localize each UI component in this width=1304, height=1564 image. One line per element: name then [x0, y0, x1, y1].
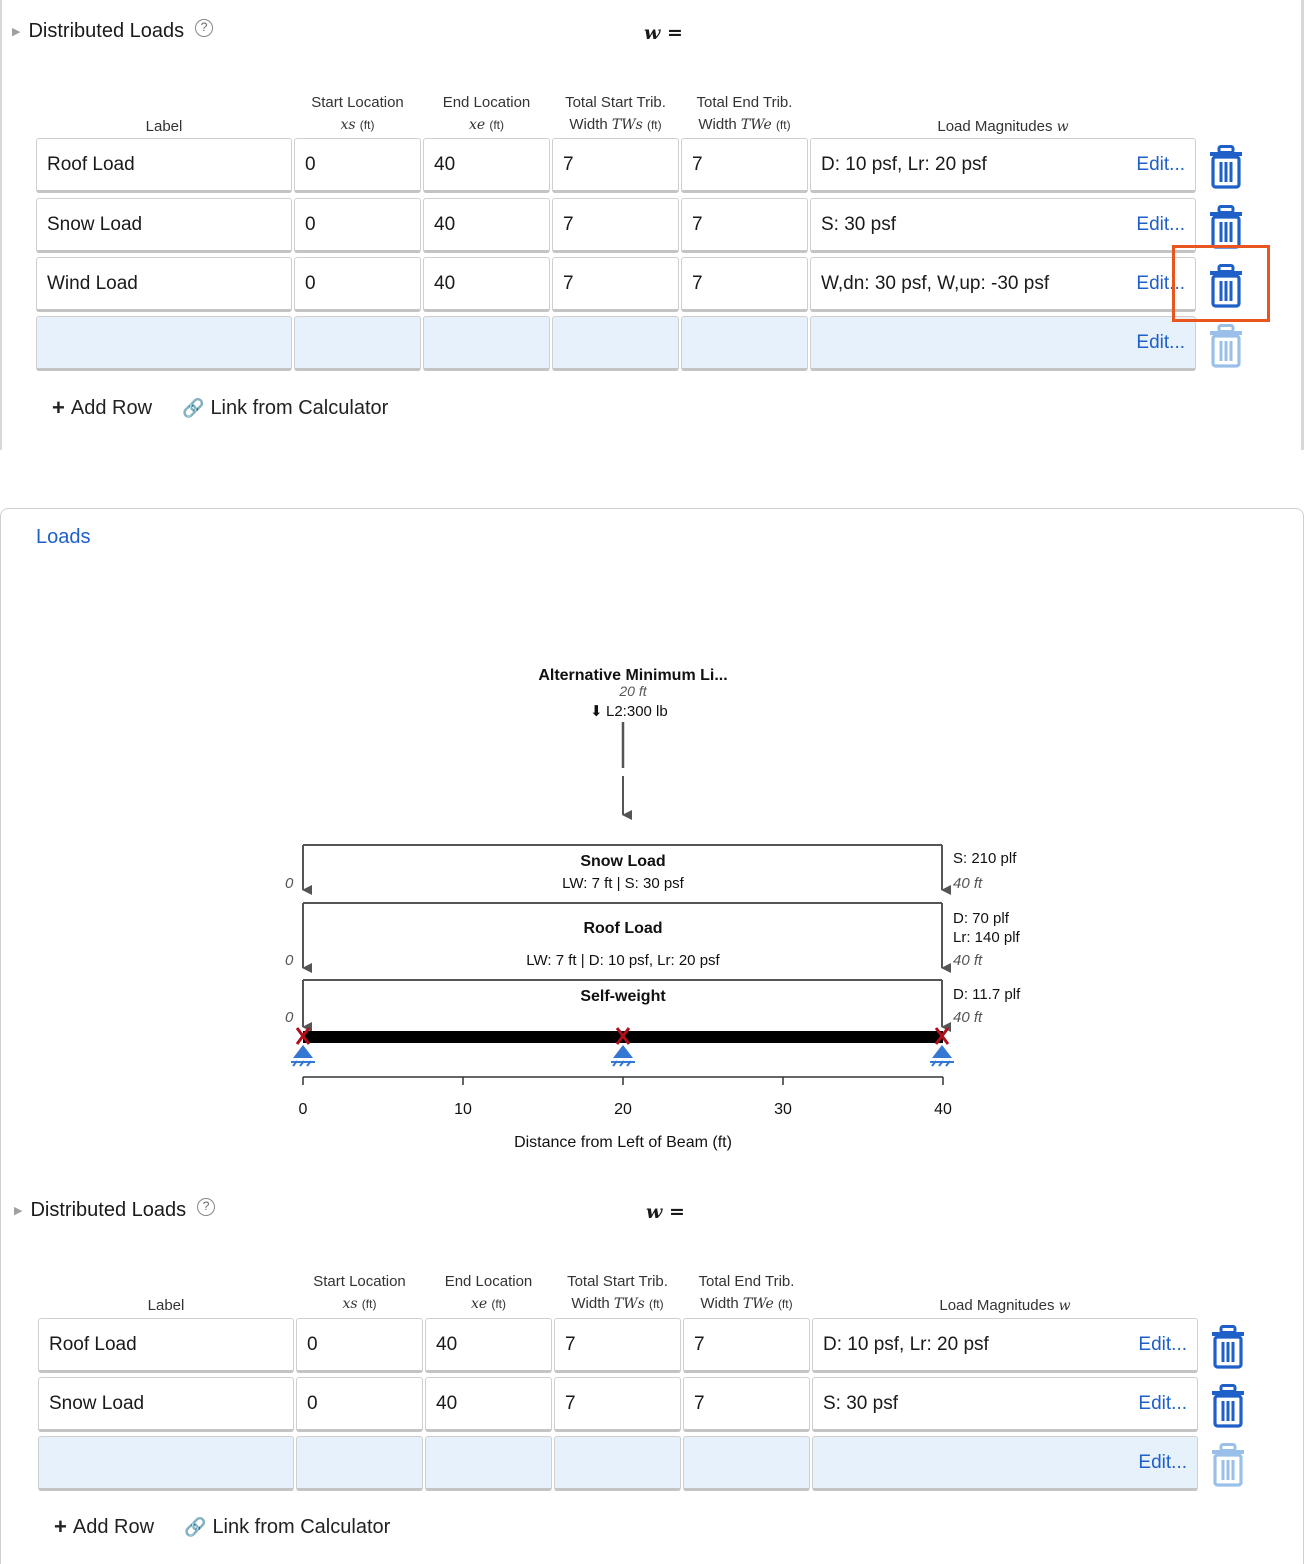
link-icon: 🔗 — [184, 1516, 207, 1537]
svg-text:Lr: 140 plf: Lr: 140 plf — [953, 929, 1020, 946]
load-formula: w = — [644, 22, 683, 44]
start-location-input[interactable]: 0 — [296, 1318, 423, 1373]
edit-link[interactable]: Edit... — [1136, 213, 1185, 235]
col-header-label: Label — [145, 118, 183, 135]
start-location-input[interactable]: 0 — [294, 257, 421, 312]
svg-text:S: 210 plf: S: 210 plf — [953, 850, 1017, 867]
link-from-calculator-button[interactable]: 🔗 Link from Calculator — [182, 396, 389, 419]
axis-tick-label: 10 — [454, 1101, 472, 1118]
svg-text:40 ft: 40 ft — [953, 875, 983, 892]
svg-text:40 ft: 40 ft — [953, 1009, 983, 1026]
magnitudes-cell: S: 30 psf Edit... — [810, 198, 1196, 253]
link-icon: 🔗 — [182, 397, 205, 418]
trash-icon-disabled — [1210, 1443, 1246, 1487]
label-input[interactable]: Snow Load — [38, 1377, 294, 1432]
axis-label: Distance from Left of Beam (ft) — [514, 1134, 732, 1151]
help-icon[interactable]: ? — [197, 1198, 215, 1216]
svg-text:D: 11.7 plf: D: 11.7 plf — [953, 986, 1021, 1003]
help-icon[interactable]: ? — [195, 19, 213, 37]
label-input[interactable]: Roof Load — [36, 138, 292, 193]
svg-text:Self-weight: Self-weight — [580, 988, 666, 1005]
col-header-start-location: Start Location xs (ft) — [313, 1273, 406, 1312]
point-load-title: Alternative Minimum Li... — [538, 667, 728, 684]
end-trib-input[interactable]: 7 — [683, 1377, 810, 1432]
add-row-button[interactable]: + Add Row — [54, 1514, 155, 1539]
axis-ticks — [299, 1077, 952, 1118]
start-trib-input[interactable] — [554, 1436, 681, 1491]
edit-link[interactable]: Edit... — [1136, 153, 1185, 175]
magnitudes-cell: S: 30 psf Edit... — [812, 1377, 1198, 1432]
col-header-magnitudes: Load Magnitudes w — [939, 1297, 1071, 1314]
col-header-start-trib: Total Start Trib. Width TWs (ft) — [565, 94, 666, 133]
point-load-value: L2:300 lb — [606, 703, 668, 720]
end-trib-input[interactable] — [683, 1436, 810, 1491]
start-trib-input[interactable]: 7 — [552, 138, 679, 193]
start-location-input[interactable]: 0 — [294, 138, 421, 193]
magnitudes-cell: D: 10 psf, Lr: 20 psf Edit... — [810, 138, 1196, 193]
col-header-start-location: Start Location xs (ft) — [311, 94, 404, 133]
roof-load-block — [285, 903, 1021, 969]
end-location-input[interactable]: 40 — [425, 1377, 552, 1432]
edit-link[interactable]: Edit... — [1136, 272, 1185, 294]
edit-link[interactable]: Edit... — [1138, 1392, 1187, 1414]
svg-text:LW: 7 ft | D: 10 psf, Lr: 20 p: LW: 7 ft | D: 10 psf, Lr: 20 psf — [526, 952, 720, 969]
trash-icon[interactable] — [1210, 1325, 1246, 1369]
end-location-input[interactable] — [425, 1436, 552, 1491]
section-title: Distributed Loads — [28, 20, 185, 42]
self-weight-block — [285, 980, 1021, 1027]
col-header-start-trib: Total Start Trib. Width TWs (ft) — [567, 1273, 668, 1312]
label-input[interactable]: Roof Load — [38, 1318, 294, 1373]
svg-text:Roof Load: Roof Load — [583, 920, 663, 937]
magnitudes-cell: D: 10 psf, Lr: 20 psf Edit... — [812, 1318, 1198, 1373]
axis-tick-label: 20 — [614, 1101, 632, 1118]
expand-caret-icon[interactable]: ▶ — [14, 1205, 23, 1217]
start-trib-input[interactable]: 7 — [554, 1377, 681, 1432]
svg-text:LW: 7 ft | S: 30 psf: LW: 7 ft | S: 30 psf — [562, 875, 684, 892]
load-formula: w = — [646, 1201, 685, 1223]
snow-load-block — [285, 845, 1017, 892]
end-trib-input[interactable]: 7 — [681, 257, 808, 312]
col-header-label: Label — [147, 1297, 185, 1314]
plus-icon: + — [54, 1514, 67, 1539]
end-location-input[interactable]: 40 — [423, 138, 550, 193]
trash-icon[interactable] — [1210, 1384, 1246, 1428]
link-from-calculator-button[interactable]: 🔗 Link from Calculator — [184, 1515, 391, 1538]
axis-tick-label: 30 — [774, 1101, 792, 1118]
loads-tab-link[interactable]: Loads — [36, 526, 91, 548]
svg-text:40 ft: 40 ft — [953, 952, 983, 969]
point-load-position: 20 ft — [619, 683, 647, 699]
add-row-button[interactable]: + Add Row — [52, 395, 153, 420]
axis-tick-label: 0 — [298, 1101, 308, 1118]
expand-caret-icon[interactable]: ▶ — [12, 26, 21, 38]
svg-text:0: 0 — [285, 875, 294, 892]
col-header-end-location: End Location xe (ft) — [442, 94, 531, 133]
magnitudes-cell: W,dn: 30 psf, W,up: -30 psf Edit... — [810, 257, 1196, 312]
table-toolbar — [54, 1514, 390, 1540]
section-title: Distributed Loads — [30, 1199, 187, 1221]
svg-text:0: 0 — [285, 952, 294, 969]
start-location-input[interactable]: 0 — [296, 1377, 423, 1432]
end-location-input[interactable]: 40 — [423, 198, 550, 253]
label-input[interactable]: Wind Load — [36, 257, 292, 312]
edit-link[interactable]: Edit... — [1138, 1451, 1187, 1473]
start-trib-input[interactable]: 7 — [552, 257, 679, 312]
start-trib-input[interactable]: 7 — [552, 198, 679, 253]
magnitudes-cell — [812, 1436, 1198, 1491]
label-input[interactable]: Snow Load — [36, 198, 292, 253]
col-header-end-trib: Total End Trib. Width TWe (ft) — [698, 1273, 795, 1312]
col-header-end-trib: Total End Trib. Width TWe (ft) — [696, 94, 793, 133]
svg-text:D: 70 plf: D: 70 plf — [953, 910, 1009, 927]
end-trib-input[interactable]: 7 — [681, 138, 808, 193]
svg-text:0: 0 — [285, 1009, 294, 1026]
svg-text:Snow Load: Snow Load — [580, 853, 666, 870]
plus-icon: + — [52, 395, 65, 420]
edit-link[interactable]: Edit... — [1136, 331, 1185, 353]
col-header-end-location: End Location xe (ft) — [444, 1273, 533, 1312]
end-trib-input[interactable]: 7 — [683, 1318, 810, 1373]
axis-tick-label: 40 — [934, 1101, 952, 1118]
edit-link[interactable]: Edit... — [1138, 1333, 1187, 1355]
end-location-input[interactable]: 40 — [425, 1318, 552, 1373]
distributed-loads-header[interactable] — [14, 1199, 215, 1222]
end-location-input[interactable]: 40 — [423, 257, 550, 312]
col-header-magnitudes: Load Magnitudes w — [937, 118, 1069, 135]
start-trib-input[interactable]: 7 — [554, 1318, 681, 1373]
start-location-input[interactable]: 0 — [294, 198, 421, 253]
label-input[interactable] — [38, 1436, 294, 1491]
start-location-input[interactable] — [296, 1436, 423, 1491]
down-arrow-icon: ⬇ — [590, 703, 603, 720]
end-trib-input[interactable]: 7 — [681, 198, 808, 253]
